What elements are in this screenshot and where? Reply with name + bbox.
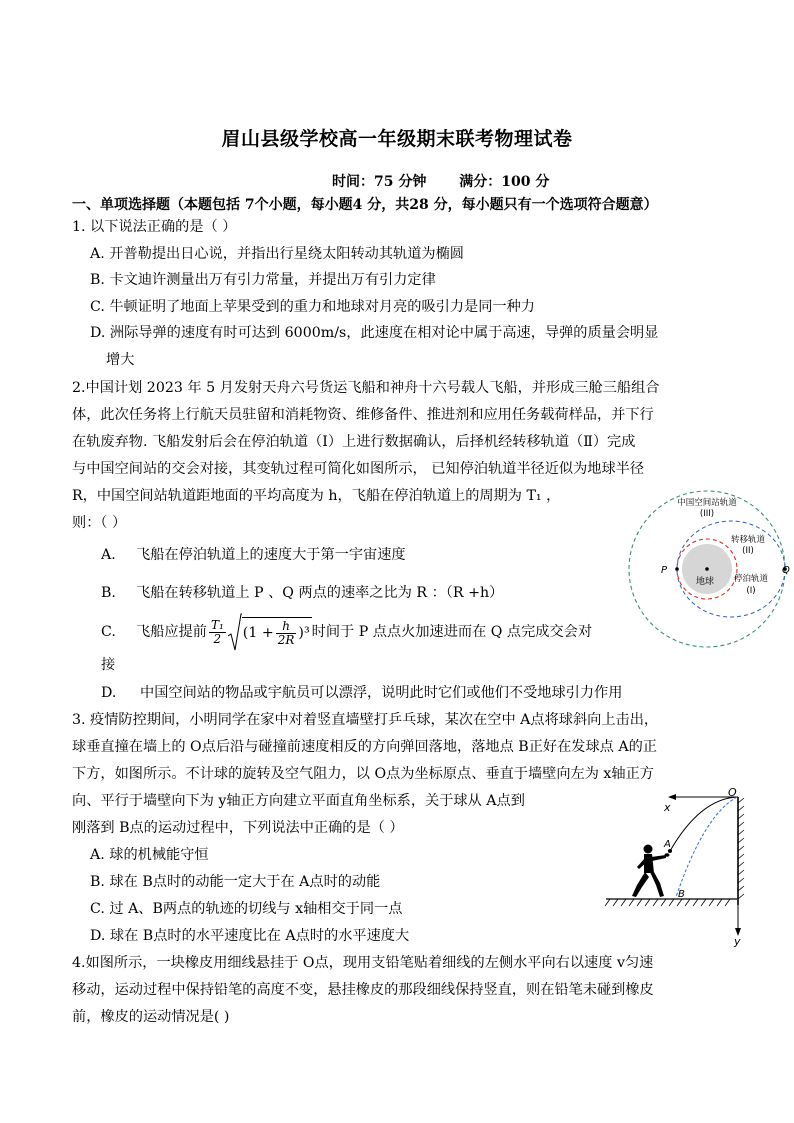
q2-option-c <box>136 609 592 655</box>
q2-c-inner-num: h <box>276 620 297 634</box>
q2-option-b-label: B. <box>101 585 116 601</box>
q3-line-5: 刚落到 B点的运动过程中，下列说法中正确的是（ ） <box>72 820 404 836</box>
q3-option-a: A. 球的机械能守恒 <box>90 847 209 863</box>
station-orbit-label: 中国空间站轨道 <box>677 498 737 508</box>
exam-score: 满分：100 分 <box>459 174 550 190</box>
ground-hatch <box>605 899 730 906</box>
q2-c-fraction <box>209 619 226 646</box>
y-axis-label: y <box>734 935 741 947</box>
q3-option-d: D. 球在 B点时的水平速度比在 A点时的水平速度大 <box>90 928 410 944</box>
point-p-label: P <box>661 565 668 576</box>
q2-option-c-cont: 接 <box>101 657 116 673</box>
point-a-label: A <box>664 839 671 850</box>
q3-option-c: C. 过 A、B两点的轨迹的切线与 x轴相交于同一点 <box>90 901 403 917</box>
q4-line-3: 前，橡皮的运动情况是( ) <box>72 1009 230 1025</box>
transfer-orbit-num: (II) <box>742 546 754 556</box>
q2-c-frac-den: 2 <box>213 631 222 646</box>
q2-c-pre: 飞船应提前 <box>136 624 207 640</box>
section-heading: 一、单项选择题（本题包括 7个小题，每小题4 分，共28 分，每小题只有一个选项符合题意） <box>72 197 658 213</box>
exam-meta <box>332 171 577 191</box>
x-axis-label: x <box>664 801 671 814</box>
q2-c-post: 时间于 P 点点火加速进而在 Q 点完成交会对 <box>311 624 593 640</box>
q2-line-3: 在轨废弃物. 飞船发射后会在停泊轨道（Ⅰ）上进行数据确认，后择机经转移轨道（Ⅱ）完成 <box>72 434 636 450</box>
station-orbit-num: (III) <box>699 509 715 519</box>
q2-option-a-label: A. <box>101 547 116 563</box>
q2-c-inner-den: 2R <box>277 632 295 647</box>
q3-line-4: 向、平行于墙壁向下为 y轴正方向建立平面直角坐标系，关于球从 A点到 <box>72 793 525 809</box>
parking-orbit-label: 停泊轨道 <box>733 574 769 584</box>
q4-line-1: 4.如图所示，一块橡皮用细线悬挂于 O点，现用支铅笔贴着细线的左侧水平向右以速度 v匀速 <box>72 955 654 971</box>
parking-orbit-num: (I) <box>746 586 756 596</box>
origin-label: O <box>728 786 737 799</box>
q2-option-a: 飞船在停泊轨道上的速度大于第一宇宙速度 <box>136 547 406 563</box>
ball-path-down <box>676 797 737 897</box>
q2-line-5: R，中国空间站轨道距地面的平均高度为 h，飞船在停泊轨道上的周期为 T₁ ， <box>72 488 561 504</box>
q2-option-b: 飞船在转移轨道上 P 、Q 两点的速率之比为 R ：（R +h） <box>136 585 504 601</box>
q2-line-1: 2.中国计划 2023 年 5 月发射天舟六号货运飞船和神舟十六号载人飞船，并形成三舱三船组合 <box>72 380 660 396</box>
q2-c-frac-num: T₁ <box>210 617 224 632</box>
q2-line-6: 则：（ ） <box>72 515 127 531</box>
wall-hatch <box>738 798 744 899</box>
q1-option-d: D. 洲际导弹的速度有时可达到 6000m/s，此速度在相对论中属于高速，导弹的质量会明显 <box>90 325 659 341</box>
point-q-label: Q <box>782 565 790 576</box>
q1-option-c: C. 牛顿证明了地面上苹果受到的重力和地球对月亮的吸引力是同一种力 <box>90 299 535 315</box>
q1-option-a: A. 开普勒提出日心说，并指出行星绕太阳转动其轨道为椭圆 <box>90 246 464 262</box>
earth-label: 地球 <box>695 577 715 587</box>
point-p-dot <box>675 567 679 571</box>
point-b-label: B <box>678 889 685 900</box>
q2-option-c-label: C. <box>101 624 116 640</box>
x-axis-arrow-icon <box>668 794 676 800</box>
page-title: 眉山县级学校高一年级期末联考物理试卷 <box>221 128 573 150</box>
sqrt-sign-icon <box>228 612 242 652</box>
transfer-orbit-label: 转移轨道 <box>730 535 766 545</box>
q3-line-2: 球垂直撞在墙上的 O点后沿与碰撞前速度相反的方向弹回落地，落地点 B正好在发球点 A的正 <box>72 739 657 755</box>
exam-time: 时间：75 分钟 <box>332 174 427 190</box>
q2-line-2: 体，此次任务将上行航天员驻留和消耗物资、维修备件、推进剂和应用任务载荷样品，并下行 <box>72 407 654 423</box>
ball-path-up <box>670 797 737 851</box>
q2-c-radicand <box>242 617 312 647</box>
q2-option-d: 中国空间站的物品或宇航员可以漂浮，说明此时它们或他们不受地球引力作用 <box>140 685 623 701</box>
q2-c-inner-fraction <box>276 620 297 647</box>
q3-option-b: B. 球在 B点时的动能一定大于在 A点时的动能 <box>90 874 381 890</box>
orbit-diagram <box>625 488 790 648</box>
q2-c-sqrt-pre: (1 + <box>242 625 274 641</box>
q1-option-d-cont: 增大 <box>106 352 135 368</box>
q3-line-1: 3. 疫情防控期间，小明同学在家中对着竖直墙壁打乒乓球，某次在空中 A点将球斜向上击出， <box>72 712 659 728</box>
q2-c-sqrt-post: )³ <box>298 625 310 641</box>
player-icon <box>632 845 670 898</box>
q2-line-4: 与中国空间站的交会对接，其变轨过程可简化如图所示， 已知停泊轨道半径近似为地球半径 <box>72 461 645 477</box>
q2-option-d-label: D. <box>101 685 117 701</box>
q1-stem: 1. 以下说法正确的是（ ） <box>72 219 237 235</box>
q3-line-3: 下方，如图所示。不计球的旋转及空气阻力，以 O点为坐标原点、垂直于墙壁向左为 x轴正方 <box>72 766 654 782</box>
q1-option-b: B. 卡文迪许测量出万有引力常量，并提出万有引力定律 <box>90 272 436 288</box>
earth-center-dot <box>705 567 709 571</box>
q4-line-2: 移动，运动过程中保持铅笔的高度不变，悬挂橡皮的那段细线保持竖直，则在铅笔未碰到橡皮 <box>72 982 654 998</box>
wall-ball-diagram <box>604 785 764 947</box>
